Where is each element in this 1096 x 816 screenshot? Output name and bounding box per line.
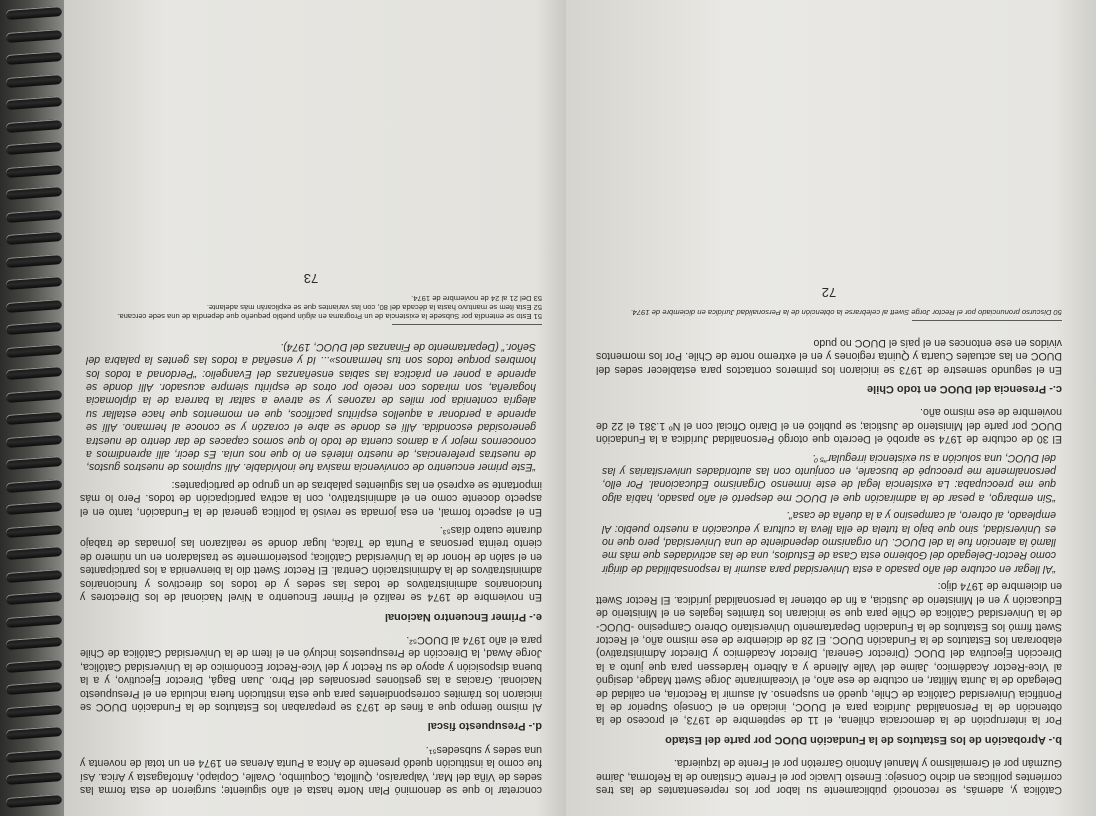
binding-coil — [6, 6, 63, 20]
binding-coil — [6, 501, 63, 515]
binding-coil — [6, 186, 63, 200]
page72-paragraph-3: El 30 de octubre de 1974 se aprobó el Decreto que otorgó Personalidad Jurídica a la Fundación DUOC por parte del Ministerio de Justicia; se publicó en el Diario Oficial con el Nº 1.381 el 22 de noviembre de ese mismo año. — [596, 406, 1062, 446]
binding-coil — [6, 479, 63, 493]
page73-footnote-52: 52 Esta ítem se mantuvo hasta la década del 80, con las variantes que se explicarán más adelante. — [206, 303, 542, 313]
footnote-divider — [912, 320, 1062, 321]
binding-coil — [6, 29, 63, 43]
page72-quote-1: “Al llegar en octubre del año pasado a esta Universidad para asumir la responsabilidad de dirigir como Rector-Delegado del Gobierno esta Casa de Estudios, una de las actividades que más me llamó la atención fue la del DUOC. Un organismo dependiente de una Universidad, pero que no es Universidad, sino que bajo la tutela de ella lleva la cultura y educación a nuestro pueblo: Al empleado, al obrero, al campesino y a la dueña de casa”. — [602, 509, 1056, 575]
page72-paragraph-1: Católica y, además, se reconoció públicamente su labor por los representantes de las tres corrientes políticas en dicho Consejo: Ernesto Livacic por el Frente Cristiano de la Reforma, Jaime Guzmán por el Gremialismo y Manuel Antonio Garretón por el Frente de Izquierda. — [596, 757, 1062, 796]
page72-heading-c: c.- Presencia del DUOC en todo Chile — [867, 383, 1062, 396]
binding-coil — [6, 546, 63, 560]
binding-coil — [6, 344, 63, 358]
binding-coil — [6, 591, 63, 605]
binding-coil — [6, 231, 63, 245]
page73-quote: “Este primer encuentro de convivencia masiva fue inolvidable. Allí supimos de nuestros gustos, de nuestras preferencias, de nuestro interés en lo que nos unía. Es decir, allí aprendimos a conocernos mejor y a damos cuenta de todo lo que somos capaces de dar dentro de nuestra generosidad escondida. Allí es donde se abre el corazón y se conoce al hermano. Allí se aprende a perdonar a aquellos espíritus pacíficos, que en momentos que hace estallar su alegría contenida por miles de razones y se atreve a saltar la barrera de la diplomacia hogareña, son mirados con recelo por otros de espíritu siempre acusador. Allí donde se aprende a poner en práctica las sabias enseñanzas del Evangelio: “Perdonad a todos los hombres porque todos son tus hermanos»... Id y enseñad a todos las gentes la palabra del Señor.” (Departamento de Finanzas del DUOC, 1974). — [86, 340, 536, 474]
spiral-binding — [0, 0, 64, 816]
binding-coil — [6, 569, 63, 583]
page73-footnote-53: 53 Del 21 al 24 de noviembre de 1974. — [411, 294, 542, 303]
binding-coil — [6, 614, 63, 628]
binding-coil — [6, 164, 63, 178]
binding-coil — [6, 51, 63, 65]
book-spread — [64, 0, 1096, 816]
page-number-72: 72 — [821, 285, 837, 301]
binding-coil — [6, 794, 63, 808]
page73-paragraph-3: En noviembre de 1974 se realizó el Primer Encuentro a Nivel Nacional de los Directores y funcionarios administrativos de todas las sedes y de todos los directivos y funcionarios administrativos de la Administración Central. El Rector Swett dio la bienvenida a los participantes en el salón de Honor de la Universidad Católica; posteriormente se trasladaron en un número de ciento treinta personas a Punta de Tralca, lugar donde se realizaron las jornadas de trabajo durante cuatro días⁵³. — [80, 524, 542, 604]
page73-heading-e: e.- Primer Encuentro Nacional — [384, 610, 542, 623]
binding-coil — [6, 636, 63, 650]
binding-coil — [6, 704, 63, 718]
binding-coil — [6, 276, 63, 290]
page72-quote-2: “Sin embargo, a pesar de la admiración que el DUOC me despertó el año pasado, había algo que me preocupaba: La existencia legal de este inmenso Organismo Educacional. Por ello, personalmente me preocupé de buscarle, en conjunto con las autoridades universitarias y las del DUOC, una solución a su existencia irregular”⁵⁰. — [602, 451, 1056, 504]
binding-coil — [6, 524, 63, 538]
page73-paragraph-2: Al mismo tiempo que a fines de 1973 se preparaban los Estatutos de la Fundación DUOC se iniciaron los trámites correspondientes para que esta institución fuera incluida en el Presupuesto Nacional. Gracias a las gestiones personales del Pbro. Juan Bagá, Director Ejecutivo, y a la buena disposición y apoyo de su Rector y del Vice-Rector Económico de la Universidad Católica, Jorge Awad, la Dirección de Presupuestos incluyó en el ítem de la Universidad Católica de Chile para el año 1974 al DUOC⁵². — [80, 633, 542, 713]
binding-coil — [6, 389, 63, 403]
binding-coil — [6, 366, 63, 380]
page72-paragraph-4: En el segundo semestre de 1973 se iniciaron los primeros contactos para establecer sedes del DUOC en las actuales Cuarta y Quinta regiones y en el extremo norte de Chile. Por los momentos vividos en ese entonces en el país el DUOC no pudo — [596, 336, 1062, 376]
binding-coil — [6, 456, 63, 470]
page72-footnote-50: 50 Discurso pronunciado por el Rector Jorge Swett al celebrarse la obtención de la Personalidad Jurídica en diciembre de 1974. — [630, 308, 1062, 318]
binding-coil — [6, 299, 63, 313]
binding-coil — [6, 119, 63, 133]
page-73 — [64, 0, 566, 816]
footnote-divider — [392, 324, 542, 325]
binding-coil — [6, 434, 63, 448]
binding-coil — [6, 321, 63, 335]
binding-coil — [6, 141, 63, 155]
binding-coil — [6, 254, 63, 268]
page-number-73: 73 — [303, 270, 319, 286]
binding-coil — [6, 96, 63, 110]
page72-heading-b: b.- Aprobación de los Estatutos de la Fundación DUOC por parte del Estado — [665, 733, 1062, 746]
page72-paragraph-2: Por la interrupción de la democracia chilena, el 11 de septiembre de 1973, el proceso de la obtención de la Personalidad Jurídica para el DUOC, iniciado en el Consejo Superior de la Pontificia Universidad Católica de Chile, quedó en suspenso. Al asumir la Rectoría, en calidad de Delegado de la Junta Militar, en octubre de ese año, el Vicealmirante Jorge Swett Madge, designó al Vice-Rector Académico, Jaime del Valle Allende y a Alberto Hardessen para que junto a la Dirección Ejecutiva del DUOC (Director General, Director Académico y Director Administrativo) elaboraran los Estatutos de la Fundación DUOC. El 28 de diciembre de ese mismo año, el Rector Swett firmó los Estatutos de la Fundación Departamento Universitario Obrero Campesino -DUOC- de la Universidad Católica de Chile para que se iniciaran los trámites legales en el Ministerio de Educación y en el Ministerio de Justicia, a fin de obtener la personalidad jurídica. El Rector Swett en diciembre de 1974 dijo: — [596, 580, 1062, 727]
binding-coil — [6, 411, 63, 425]
page73-paragraph-4: En el aspecto formal, en esa jornada se revisó la política general de la Fundación, tanto en el aspecto docente como en el administrativo, con la activa participación de todos. Pero lo más importante se expresó en las siguientes palabras de un grupo de participantes: — [80, 478, 542, 518]
binding-coil — [6, 726, 63, 740]
binding-coil — [6, 209, 63, 223]
page73-heading-d: d.- Presupuesto fiscal — [427, 720, 542, 733]
binding-coil — [6, 74, 63, 88]
binding-coil — [6, 681, 63, 695]
binding-coil — [6, 749, 63, 763]
page73-paragraph-1: concretar lo que se denominó Plan Norte hasta el año siguiente; surgieron de esta forma las sedes de Viña del Mar, Valparaíso, Quillota, Coquimbo, Ovalle, Copiapó, Antofagasta y Arica. Así fue como la institución quedó presente de Arica a Punta Arenas en 1974 en un total de noventa y una sedes y subsedes⁵¹. — [80, 743, 542, 796]
binding-coil — [6, 771, 63, 785]
page73-footnote-51: 51 Esto se entendía por Subsede la existencia de un Programa en algún pueblo pequeño que dependía de una sede cercana. — [117, 312, 542, 322]
binding-coil — [6, 659, 63, 673]
page-72 — [566, 0, 1096, 816]
